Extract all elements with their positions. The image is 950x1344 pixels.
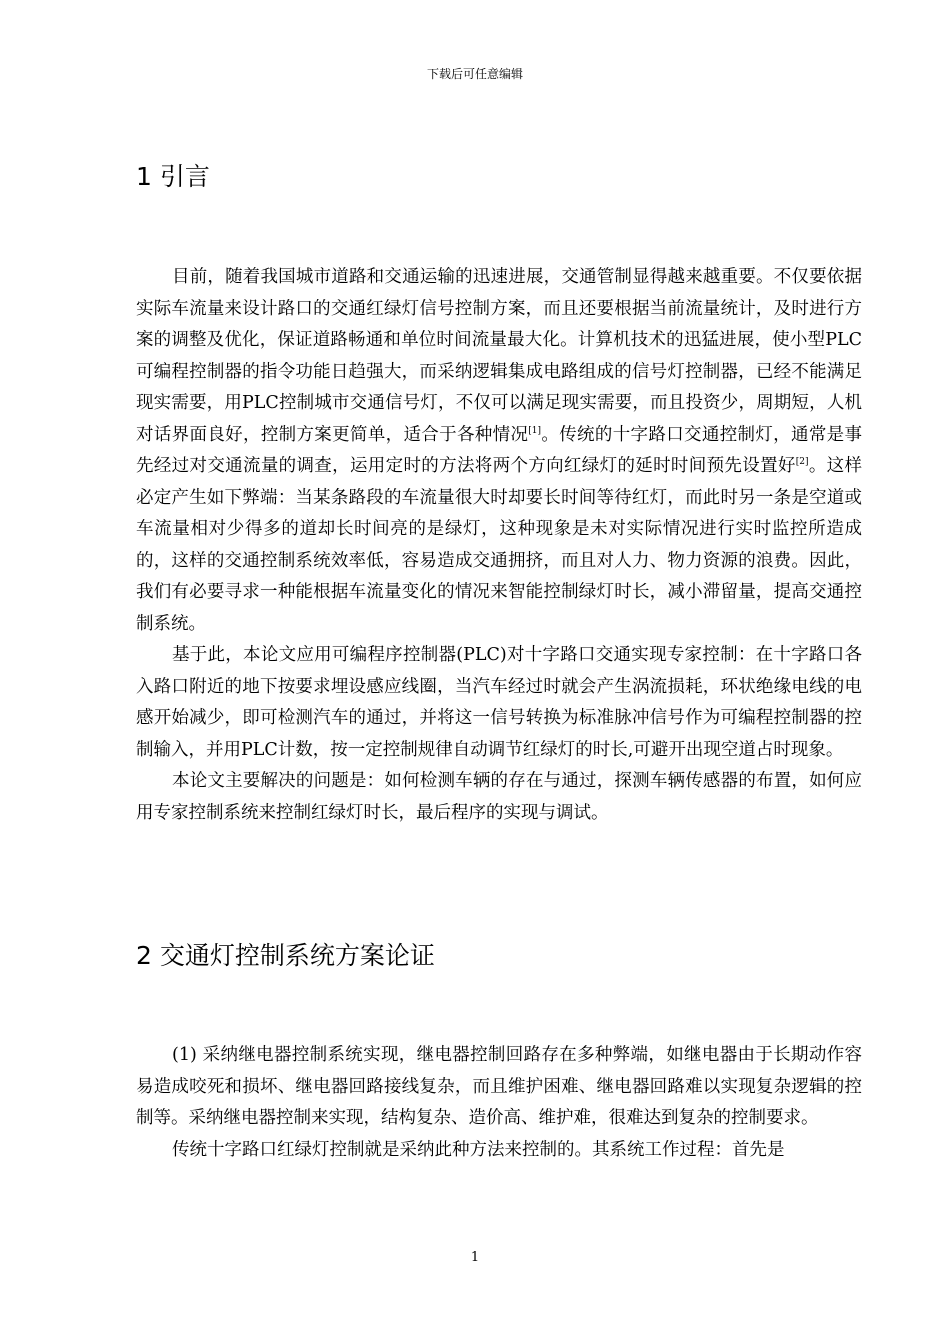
section-1-heading: 1 引言 xyxy=(136,162,210,191)
section-2-paragraph-2: 传统十字路口红绿灯控制就是采纳此种方法来控制的。其系统工作过程：首先是 xyxy=(172,1139,785,1160)
page-number: 1 xyxy=(470,1250,480,1265)
paragraph-text: 。这样必定产生如下弊端：当某条路段的车流量很大时却要长时间等待红灯，而此时另一条是空道或车流量相对少得多的道却长时间亮的是绿灯，这种现象是未对实际情况进行实时监控所造成的，这样的交通控制系统效率低，容易造成交通拥挤，而且对人力、物力资源的浪费。因此，我们有必要寻求一种能根据车流量变化的情况来智能控制绿灯时长，减小滞留量，提高交通控制系统。 xyxy=(136,456,863,634)
page-header-note: 下载后可任意编辑 xyxy=(426,67,523,81)
paragraph-text: 。传统的十字路口交通控制灯，通常是事先经过对交通流量的调查，运用定时的方法将两个方向红绿灯的延时时间预先设置好 xyxy=(136,424,863,476)
paragraph-text: 目前，随着我国城市道路和交通运输的迅速进展，交通管制显得越来越重要。不仅要依据实际车流量来设计路口的交通红绿灯信号控制方案，而且还要根据当前流量统计，及时进行方案的调整及优化，保证道路畅通和单位时间流量最大化。计算机技术的迅猛进展，使小型PLC可编程控制器的指令功能日趋强大，而采纳逻辑集成电路组成的信号灯控制器，已经不能满足现实需要，用PLC控制城市交通信号灯，不仅可以满足现实需要，而且投资少，周期短，人机对话界面良好，控制方案更简单，适合于各种情况 xyxy=(136,267,862,445)
section-1-paragraph-3: 本论文主要解决的问题是：如何检测车辆的存在与通过，探测车辆传感器的布置，如何应用专家控制系统来控制红绿灯时长，最后程序的实现与调试。 xyxy=(136,771,862,823)
section-2-body xyxy=(136,1040,862,1166)
section-2-paragraph-1: (1) 采纳继电器控制系统实现，继电器控制回路存在多种弊端，如继电器由于长期动作容易造成咬死和损坏、继电器回路接线复杂，而且维护困难、继电器回路难以实现复杂逻辑的控制等。采纳继电器控制来实现，结构复杂、造价高、维护难，很难达到复杂的控制要求。 xyxy=(136,1045,862,1128)
section-1-paragraph-2: 基于此，本论文应用可编程序控制器(PLC)对十字路口交通实现专家控制：在十字路口各入路口附近的地下按要求埋设感应线圈，当汽车经过时就会产生涡流损耗，环状绝缘电线的电感开始减少，即可检测汽车的通过，并将这一信号转换为标准脉冲信号作为可编程控制器的控制输入，并用PLC计数，按一定控制规律自动调节红绿灯的时长,可避开出现空道占时现象。 xyxy=(136,645,862,760)
section-1-body xyxy=(136,262,862,829)
citation-ref-1: [1] xyxy=(528,425,542,436)
citation-ref-2: [2] xyxy=(795,457,809,468)
section-1-paragraph-1 xyxy=(136,262,862,640)
section-2-heading: 2 交通灯控制系统方案论证 xyxy=(136,941,435,970)
